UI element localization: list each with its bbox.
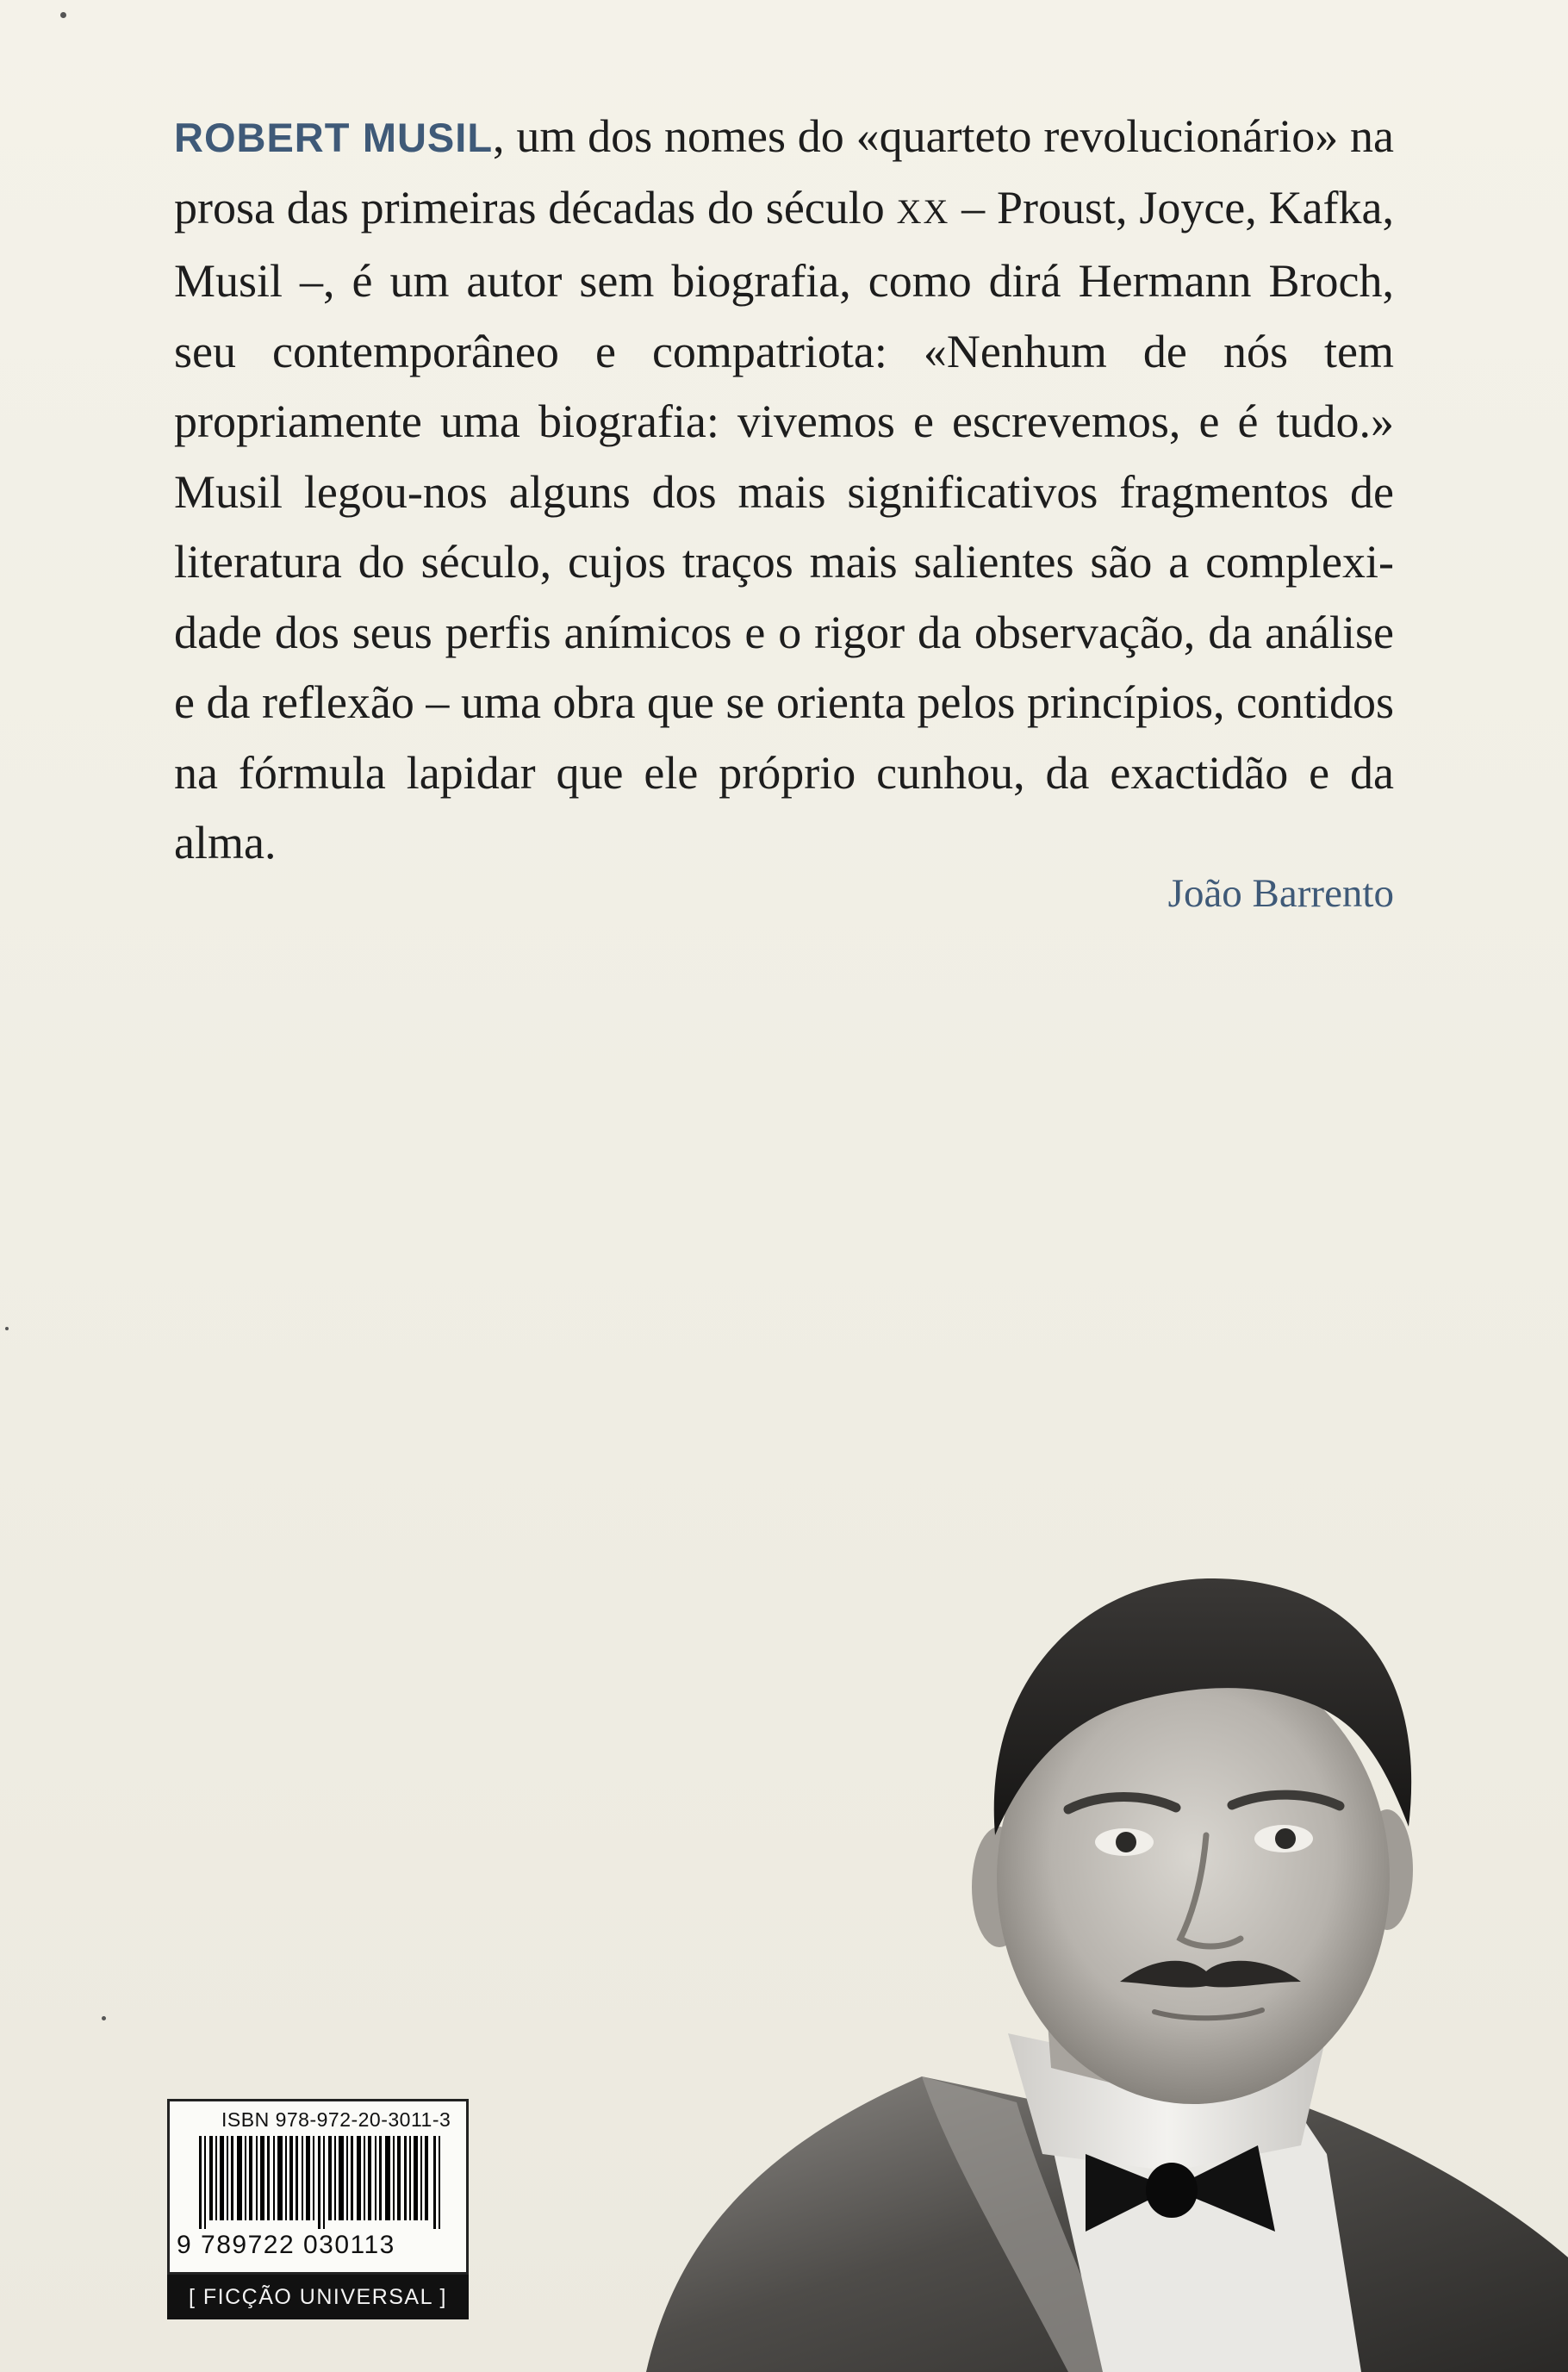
isbn-label: ISBN 978-972-20-3011-3 (221, 2108, 451, 2131)
author-blurb (174, 102, 1394, 879)
paper-speck (60, 12, 66, 18)
barcode (199, 2136, 444, 2229)
author-name: ROBERT MUSIL (174, 115, 494, 160)
collection-label: [ FICÇÃO UNIVERSAL ] (167, 2275, 469, 2319)
blurb-century: XX (896, 191, 950, 231)
barcode-box (167, 2099, 469, 2275)
paper-speck (5, 1327, 9, 1330)
barcode-digits: 9 789722 030113 (177, 2231, 395, 2259)
blurb-text-part1: , um dos nomes do «quarteto revolucionário» na prosa das primeiras décadas do século (174, 110, 1394, 233)
author-portrait (638, 1551, 1568, 2372)
blurb-signature: João Barrento (1167, 871, 1394, 916)
paper-speck (102, 2016, 106, 2020)
blurb-text-part2: – Proust, Joyce, Kafka, Musil –, é um autor sem biografia, como dirá Hermann Broch, seu contemporâneo e compatriota: «Nenhum de nós tem propriamente uma biografia: vivemos e escrevemos, e é tudo.» Musil legou-nos alguns dos mais significativos fragmentos de literatura do século, cujos traços mais salientes são a complexidade dos seus perfis anímicos e o rigor da observação, da análise e da reflexão – uma obra que se orienta pelos princípios, contidos na fórmula lapidar que ele próprio cunhou, da exactidão e da alma. (174, 181, 1394, 868)
